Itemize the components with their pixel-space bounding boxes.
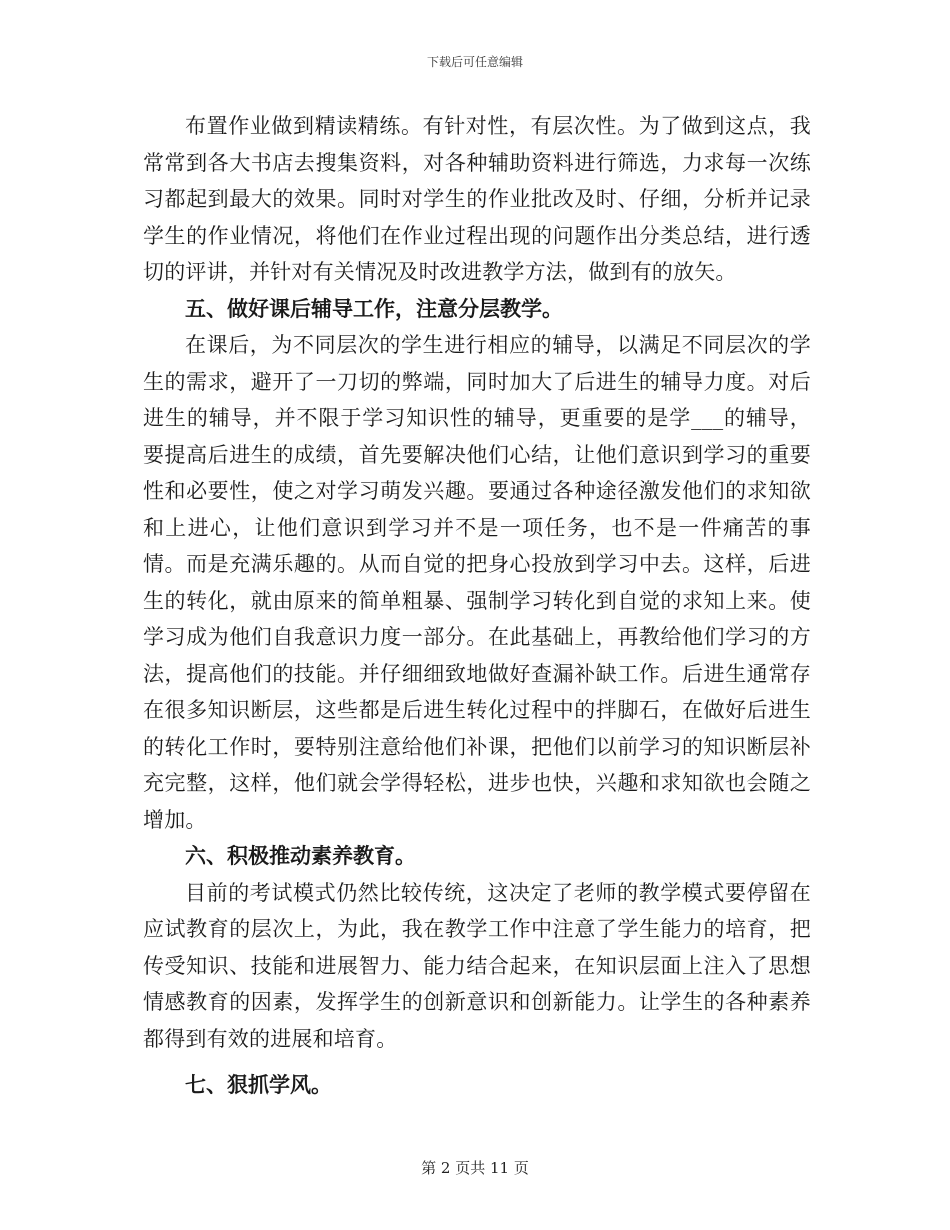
section-heading-5: 五、做好课后辅导工作，注意分层教学。 <box>185 296 563 321</box>
page-number-footer: 第 2 页共 11 页 <box>421 1159 529 1177</box>
paragraph-tutoring: 在课后，为不同层次的学生进行相应的辅导，以满足不同层次的学生的需求，避开了一刀切的弊端，同时加大了后进生的辅导力度。对后进生的辅导，并不限于学习知识性的辅导，更重要的是学___的辅导，要提高后进生的成绩，首先要解决他们心结，让他们意识到学习的重要性和必要性，使之对学习萌发兴趣。要通过各种途径激发他们的求知欲和上进心，让他们意识到学习并不是一项任务，也不是一件痛苦的事情。而是充满乐趣的。从而自觉的把身心投放到学习中去。这样，后进生的转化，就由原来的简单粗暴、强制学习转化到自觉的求知上来。使学习成为他们自我意识力度一部分。在此基础上，再教给他们学习的方法，提高他们的技能。并仔细细致地做好查漏补缺工作。后进生通常存在很多知识断层，这些都是后进生转化过程中的拌脚石，在做好后进生的转化工作时，要特别注意给他们补课，把他们以前学习的知识断层补充完整，这样，他们就会学得轻松，进步也快，兴趣和求知欲也会随之增加。 <box>143 333 811 832</box>
section-heading-6: 六、积极推动素养教育。 <box>185 844 416 868</box>
document-body <box>143 108 811 1104</box>
page-header: 下载后可任意编辑 <box>426 55 523 69</box>
paragraph-homework: 布置作业做到精读精练。有针对性，有层次性。为了做到这点，我常常到各大书店去搜集资料，对各种辅助资料进行筛选，力求每一次练习都起到最大的效果。同时对学生的作业批改及时、仔细，分析并记录学生的作业情况，将他们在作业过程出现的问题作出分类总结，进行透切的评讲，并针对有关情况及时改进教学方法，做到有的放矢。 <box>143 114 811 284</box>
paragraph-quality-education: 目前的考试模式仍然比较传统，这决定了老师的教学模式要停留在应试教育的层次上，为此，我在教学工作中注意了学生能力的培育，把传受知识、技能和进展智力、能力结合起来，在知识层面上注入了思想情感教育的因素，发挥学生的创新意识和创新能力。让学生的各种素养都得到有效的进展和培育。 <box>143 880 811 1051</box>
section-heading-7: 七、狠抓学风。 <box>185 1073 332 1097</box>
